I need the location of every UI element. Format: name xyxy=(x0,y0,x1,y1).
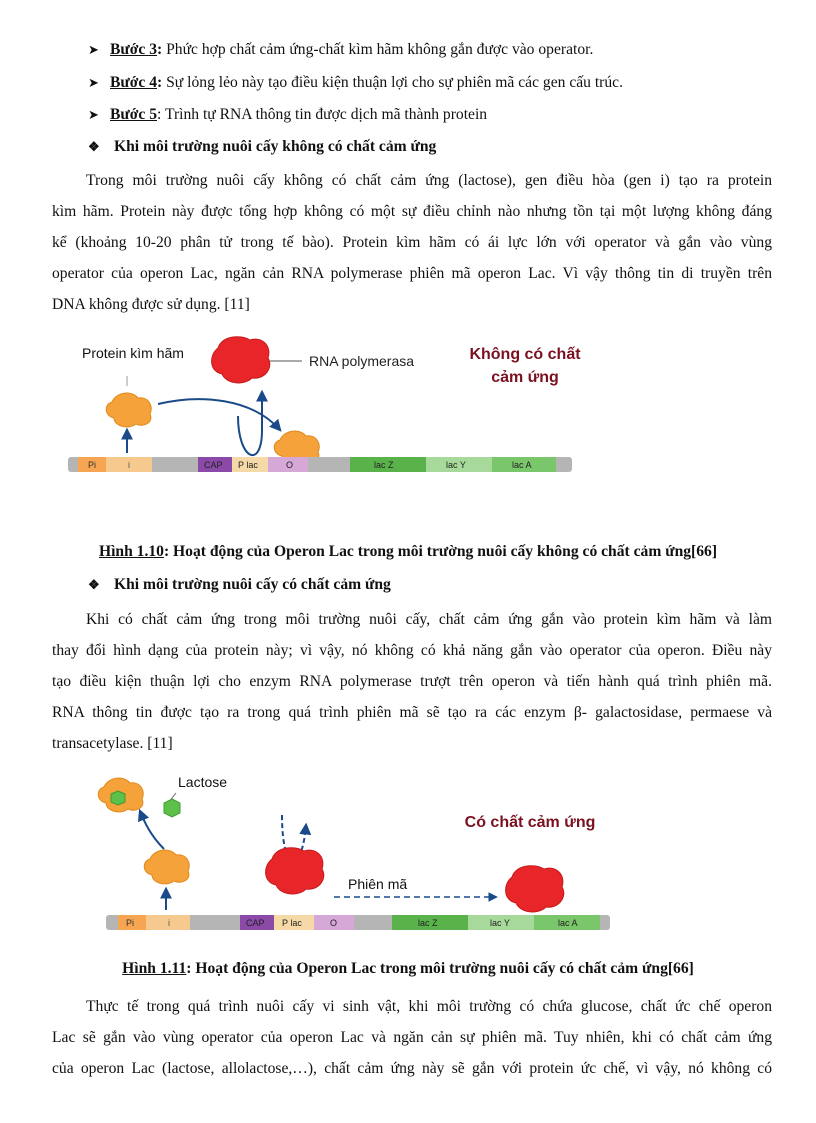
figure-caption-1-11 xyxy=(0,960,816,978)
repressor-label: Protein kìm hãm xyxy=(82,345,184,361)
figure-lac-operon-no-inducer xyxy=(0,330,816,500)
paragraph-no-inducer xyxy=(52,165,772,320)
section-heading-no-inducer xyxy=(88,137,808,157)
rna-polymerase-icon xyxy=(266,848,324,894)
paragraph-line: Lac sẽ gắn vào vùng operator của operon Lac và ngăn cản sự phiên mã. Tuy nhiên, khi có chất cảm ứng xyxy=(52,1029,772,1046)
gene-label-plac: P lac xyxy=(238,460,258,470)
lactose-molecule-icon xyxy=(164,799,180,817)
caption-text: : Hoạt động của Operon Lac trong môi trường nuôi cấy có chất cảm ứng[66] xyxy=(186,960,694,977)
step-colon: : xyxy=(157,74,163,91)
step-label: Bước 4 xyxy=(110,74,158,91)
paragraph-line: thay đổi hình dạng của protein này; vì vậy, nó không có khả năng gắn vào operator của operon. Điều này xyxy=(52,642,772,659)
status-label-line1: Không có chất xyxy=(469,346,581,363)
transcription-label: Phiên mã xyxy=(348,876,408,892)
paragraph-line: transacetylase. [11] xyxy=(52,735,173,752)
caption-number: Hình 1.11 xyxy=(122,960,187,977)
gene-label-cap: CAP xyxy=(246,918,265,928)
paragraph-line: kể (khoảng 10-20 phân tử trong tế bào). Protein kìm hãm có ái lực lớn với operator và gắn vào vùng xyxy=(52,234,772,251)
induction-arrow xyxy=(140,811,164,849)
gene-label-laca: lac A xyxy=(512,460,532,470)
repressor-protein-icon xyxy=(144,850,189,884)
gene-label-i: i xyxy=(168,918,170,928)
arrow-bullet-icon: ➤ xyxy=(88,75,99,90)
gene-label-laca: lac A xyxy=(558,918,578,928)
step-text: Sự lỏng lẻo này tạo điều kiện thuận lợi cho sự phiên mã các gen cấu trúc. xyxy=(162,74,623,91)
status-label: Có chất cảm ứng xyxy=(464,814,596,831)
gene-label-o: O xyxy=(330,918,338,928)
gene-label-pi: Pi xyxy=(88,460,97,470)
arrow-bullet-icon: ➤ xyxy=(88,42,99,57)
heading-text: Khi môi trường nuôi cấy có chất cảm ứng xyxy=(114,576,391,593)
blocked-polymerase-arrow xyxy=(238,392,262,455)
polymerase-label: RNA polymerasa xyxy=(309,353,415,369)
step-label: Bước 3 xyxy=(110,41,158,58)
step-text: Phức hợp chất cảm ứng-chất kìm hãm không gắn được vào operator. xyxy=(162,41,594,58)
figure-caption-1-10 xyxy=(0,543,816,561)
section-heading-with-inducer xyxy=(88,575,808,595)
gene-label-lacy: lac Y xyxy=(490,918,510,928)
status-label-line2: cảm ứng xyxy=(491,369,559,386)
dna-strand xyxy=(68,457,572,472)
gene-label-lacz: lac Z xyxy=(418,918,438,928)
paragraph-line: Thực tế trong quá trình nuôi cấy vi sinh vật, khi môi trường có chứa glucose, chất ức chế operon xyxy=(86,998,772,1015)
paragraph-glucose xyxy=(52,991,772,1084)
moving-polymerase-icon xyxy=(506,866,564,912)
diamond-bullet-icon: ❖ xyxy=(88,577,100,592)
gene-label-i: i xyxy=(128,460,130,470)
arrow-bullet-icon: ➤ xyxy=(88,107,99,122)
paragraph-line: kìm hãm. Protein này được tổng hợp không có một sự điều chỉnh nào nhưng tồn tại một lượng không đáng xyxy=(52,203,772,220)
figure-lac-operon-with-inducer xyxy=(0,765,816,945)
dna-strand xyxy=(106,915,610,930)
step-5 xyxy=(88,105,808,125)
paragraph-line: operator của operon Lac, ngăn cản RNA polymerase phiên mã operon Lac. Vì vậy thông tin di truyền trên xyxy=(52,265,772,282)
heading-text: Khi môi trường nuôi cấy không có chất cảm ứng xyxy=(114,138,437,155)
gene-label-plac: P lac xyxy=(282,918,302,928)
paragraph-line: RNA thông tin được tạo ra trong quá trình phiên mã sẽ tạo ra các enzym β- galactosidase, permaese và xyxy=(52,704,772,721)
caption-number: Hình 1.10 xyxy=(98,543,164,560)
gene-label-pi: Pi xyxy=(126,918,135,928)
paragraph-line: DNA không được sử dụng. [11] xyxy=(52,296,250,313)
gene-label-o: O xyxy=(286,460,294,470)
paragraph-line: tạo điều kiện thuận lợi cho enzym RNA polymerase trượt trên operon và tiến hành quá trình phiên mã. xyxy=(52,673,772,690)
rna-polymerase-icon xyxy=(212,337,270,383)
caption-text: : Hoạt động của Operon Lac trong môi trường nuôi cấy không có chất cảm ứng[66] xyxy=(163,543,718,560)
lactose-label: Lactose xyxy=(178,774,228,790)
step-label: Bước 5 xyxy=(110,106,158,123)
paragraph-line: của operon Lac (lactose, allolactose,…), chất cảm ứng này sẽ gắn với protein ức chế, vì vậy, nó không có xyxy=(52,1060,772,1077)
step-colon: : xyxy=(157,41,163,58)
gene-label-lacz: lac Z xyxy=(374,460,394,470)
repressor-protein-icon xyxy=(106,393,151,427)
step-text: : Trình tự RNA thông tin được dịch mã thành protein xyxy=(157,106,488,123)
bound-lactose-icon xyxy=(111,791,125,805)
gene-label-lacy: lac Y xyxy=(446,460,466,470)
paragraph-line: Khi có chất cảm ứng trong môi trường nuôi cấy, chất cảm ứng gắn vào protein kìm hãm và làm xyxy=(86,611,772,628)
paragraph-line: Trong môi trường nuôi cấy không có chất cảm ứng (lactose), gen điều hòa (gen i) tạo ra protein xyxy=(86,172,772,189)
gene-label-cap: CAP xyxy=(204,460,223,470)
step-3 xyxy=(88,40,808,60)
diamond-bullet-icon: ❖ xyxy=(88,139,100,154)
paragraph-with-inducer xyxy=(52,604,772,759)
step-4 xyxy=(88,73,808,93)
